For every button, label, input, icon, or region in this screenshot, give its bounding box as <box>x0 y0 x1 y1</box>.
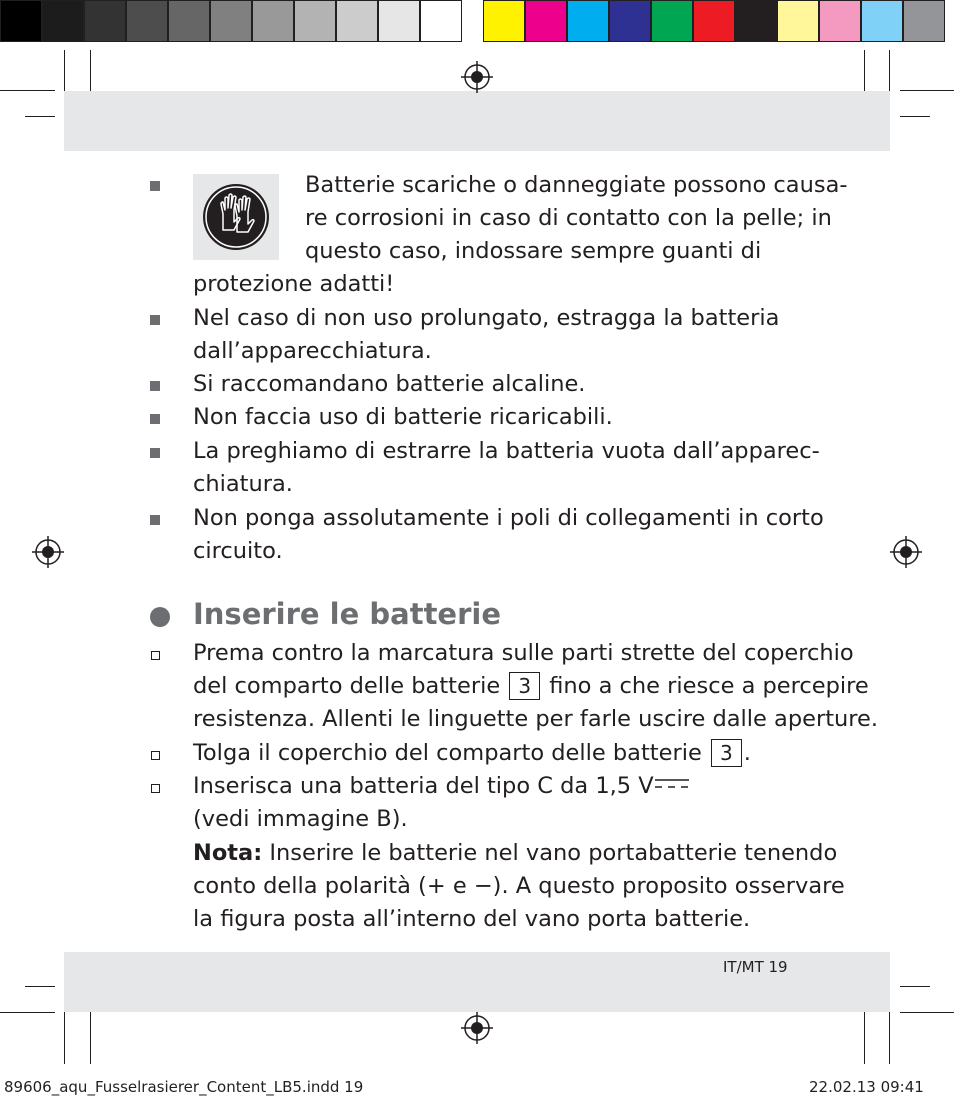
step-checkbox <box>151 784 160 793</box>
crop-mark <box>25 986 55 987</box>
grayscale-swatch-bar <box>0 0 462 46</box>
color-swatch-bar <box>483 0 945 46</box>
crop-mark <box>900 986 930 987</box>
section-heading: Inserire le batterie <box>193 597 502 631</box>
dc-symbol-icon <box>654 776 690 790</box>
warning-2-line-1: Nel caso di non uso prolungato, estragga la batteria <box>193 305 780 331</box>
step-3-line-2: (vedi immagine B). <box>193 806 408 832</box>
part-reference: 3 <box>711 739 742 767</box>
bullet-square <box>150 181 160 191</box>
color-swatch <box>861 0 903 42</box>
warning-1-line-2: re corrosioni in caso di contatto con la pelle; in <box>305 205 832 231</box>
bullet-square <box>150 515 160 525</box>
gloves-icon-frame <box>193 174 279 260</box>
color-swatch <box>651 0 693 42</box>
color-swatch <box>777 0 819 42</box>
warning-5-line-1: La preghiamo di estrarre la batteria vuota dall’apparec- <box>193 438 820 464</box>
color-swatch <box>84 0 126 42</box>
crop-mark <box>0 1012 55 1013</box>
step-3-line-1-text: Inserisca una batteria del tipo C da 1,5 V <box>193 773 654 799</box>
step-1-line-3: resistenza. Allenti le linguette per farle uscire dalle aperture. <box>193 706 879 732</box>
note-text-1: Inserire le batterie nel vano portabatterie tenendo <box>269 840 838 866</box>
step-3-line-1 <box>193 770 690 803</box>
registration-mark-icon <box>890 536 922 568</box>
warning-1-line-3: questo caso, indossare sempre guanti di <box>305 238 762 264</box>
warning-5-line-2: chiatura. <box>193 471 293 497</box>
warning-4: Non faccia uso di batterie ricaricabili. <box>193 404 613 430</box>
gloves-icon <box>193 174 279 260</box>
step-checkbox <box>151 651 160 660</box>
slug-filename: 89606_aqu_Fusselrasierer_Content_LB5.indd 19 <box>4 1078 364 1096</box>
slug-datetime: 22.02.13 09:41 <box>809 1078 924 1096</box>
step-1-line-2-post: fino a che riesce a percepire <box>549 673 869 699</box>
crop-mark <box>90 1004 91 1064</box>
bullet-square <box>150 448 160 458</box>
warning-3: Si raccomandano batterie alcaline. <box>193 371 586 397</box>
color-swatch <box>378 0 420 42</box>
crop-mark <box>889 1004 890 1064</box>
color-swatch <box>693 0 735 42</box>
warning-1-line-4: protezione adatti! <box>193 271 395 297</box>
color-swatch <box>819 0 861 42</box>
color-swatch <box>609 0 651 42</box>
color-swatch <box>336 0 378 42</box>
warning-2-line-2: dall’apparecchiatura. <box>193 338 432 364</box>
page-number: IT/MT 19 <box>723 958 788 976</box>
warning-6-line-1: Non ponga assolutamente i poli di collegamenti in corto <box>193 505 824 531</box>
crop-mark <box>900 116 930 117</box>
header-band <box>64 91 890 151</box>
warning-6-line-2: circuito. <box>193 538 283 564</box>
color-swatch <box>42 0 84 42</box>
color-swatch <box>0 0 42 42</box>
bullet-square <box>150 315 160 325</box>
color-swatch <box>168 0 210 42</box>
crop-mark <box>900 1012 954 1013</box>
registration-mark-icon <box>461 1012 493 1044</box>
crop-mark <box>64 1004 65 1064</box>
crop-mark <box>864 1004 865 1064</box>
bullet-square <box>150 381 160 391</box>
step-1-line-2-pre: del comparto delle batterie <box>193 673 501 699</box>
color-swatch <box>294 0 336 42</box>
note-line-3: la figura posta all’interno del vano porta batterie. <box>193 906 751 932</box>
crop-mark <box>0 90 55 91</box>
color-swatch <box>735 0 777 42</box>
note-line-1 <box>193 837 837 870</box>
color-swatch <box>903 0 945 42</box>
step-2-post: . <box>743 740 751 766</box>
step-checkbox <box>151 751 160 760</box>
part-reference: 3 <box>509 672 540 700</box>
color-swatch <box>567 0 609 42</box>
color-swatch <box>420 0 462 42</box>
registration-mark-icon <box>32 536 64 568</box>
color-swatch <box>483 0 525 42</box>
heading-dot <box>150 607 170 627</box>
bullet-square <box>150 414 160 424</box>
step-2-pre: Tolga il coperchio del comparto delle batterie <box>193 740 702 766</box>
registration-mark-icon <box>461 61 493 93</box>
warning-1-line-1: Batterie scariche o danneggiate possono causa- <box>305 172 848 198</box>
crop-mark <box>25 116 55 117</box>
color-swatch <box>252 0 294 42</box>
step-1-line-1: Prema contro la marcatura sulle parti strette del coperchio <box>193 640 854 666</box>
color-swatch <box>525 0 567 42</box>
step-1-line-2 <box>193 670 869 703</box>
crop-mark <box>900 90 954 91</box>
color-swatch <box>126 0 168 42</box>
color-swatch <box>210 0 252 42</box>
note-label: Nota: <box>193 840 263 866</box>
note-line-2: conto della polarità (+ e −). A questo proposito osservare <box>193 873 845 899</box>
step-2 <box>193 737 751 770</box>
